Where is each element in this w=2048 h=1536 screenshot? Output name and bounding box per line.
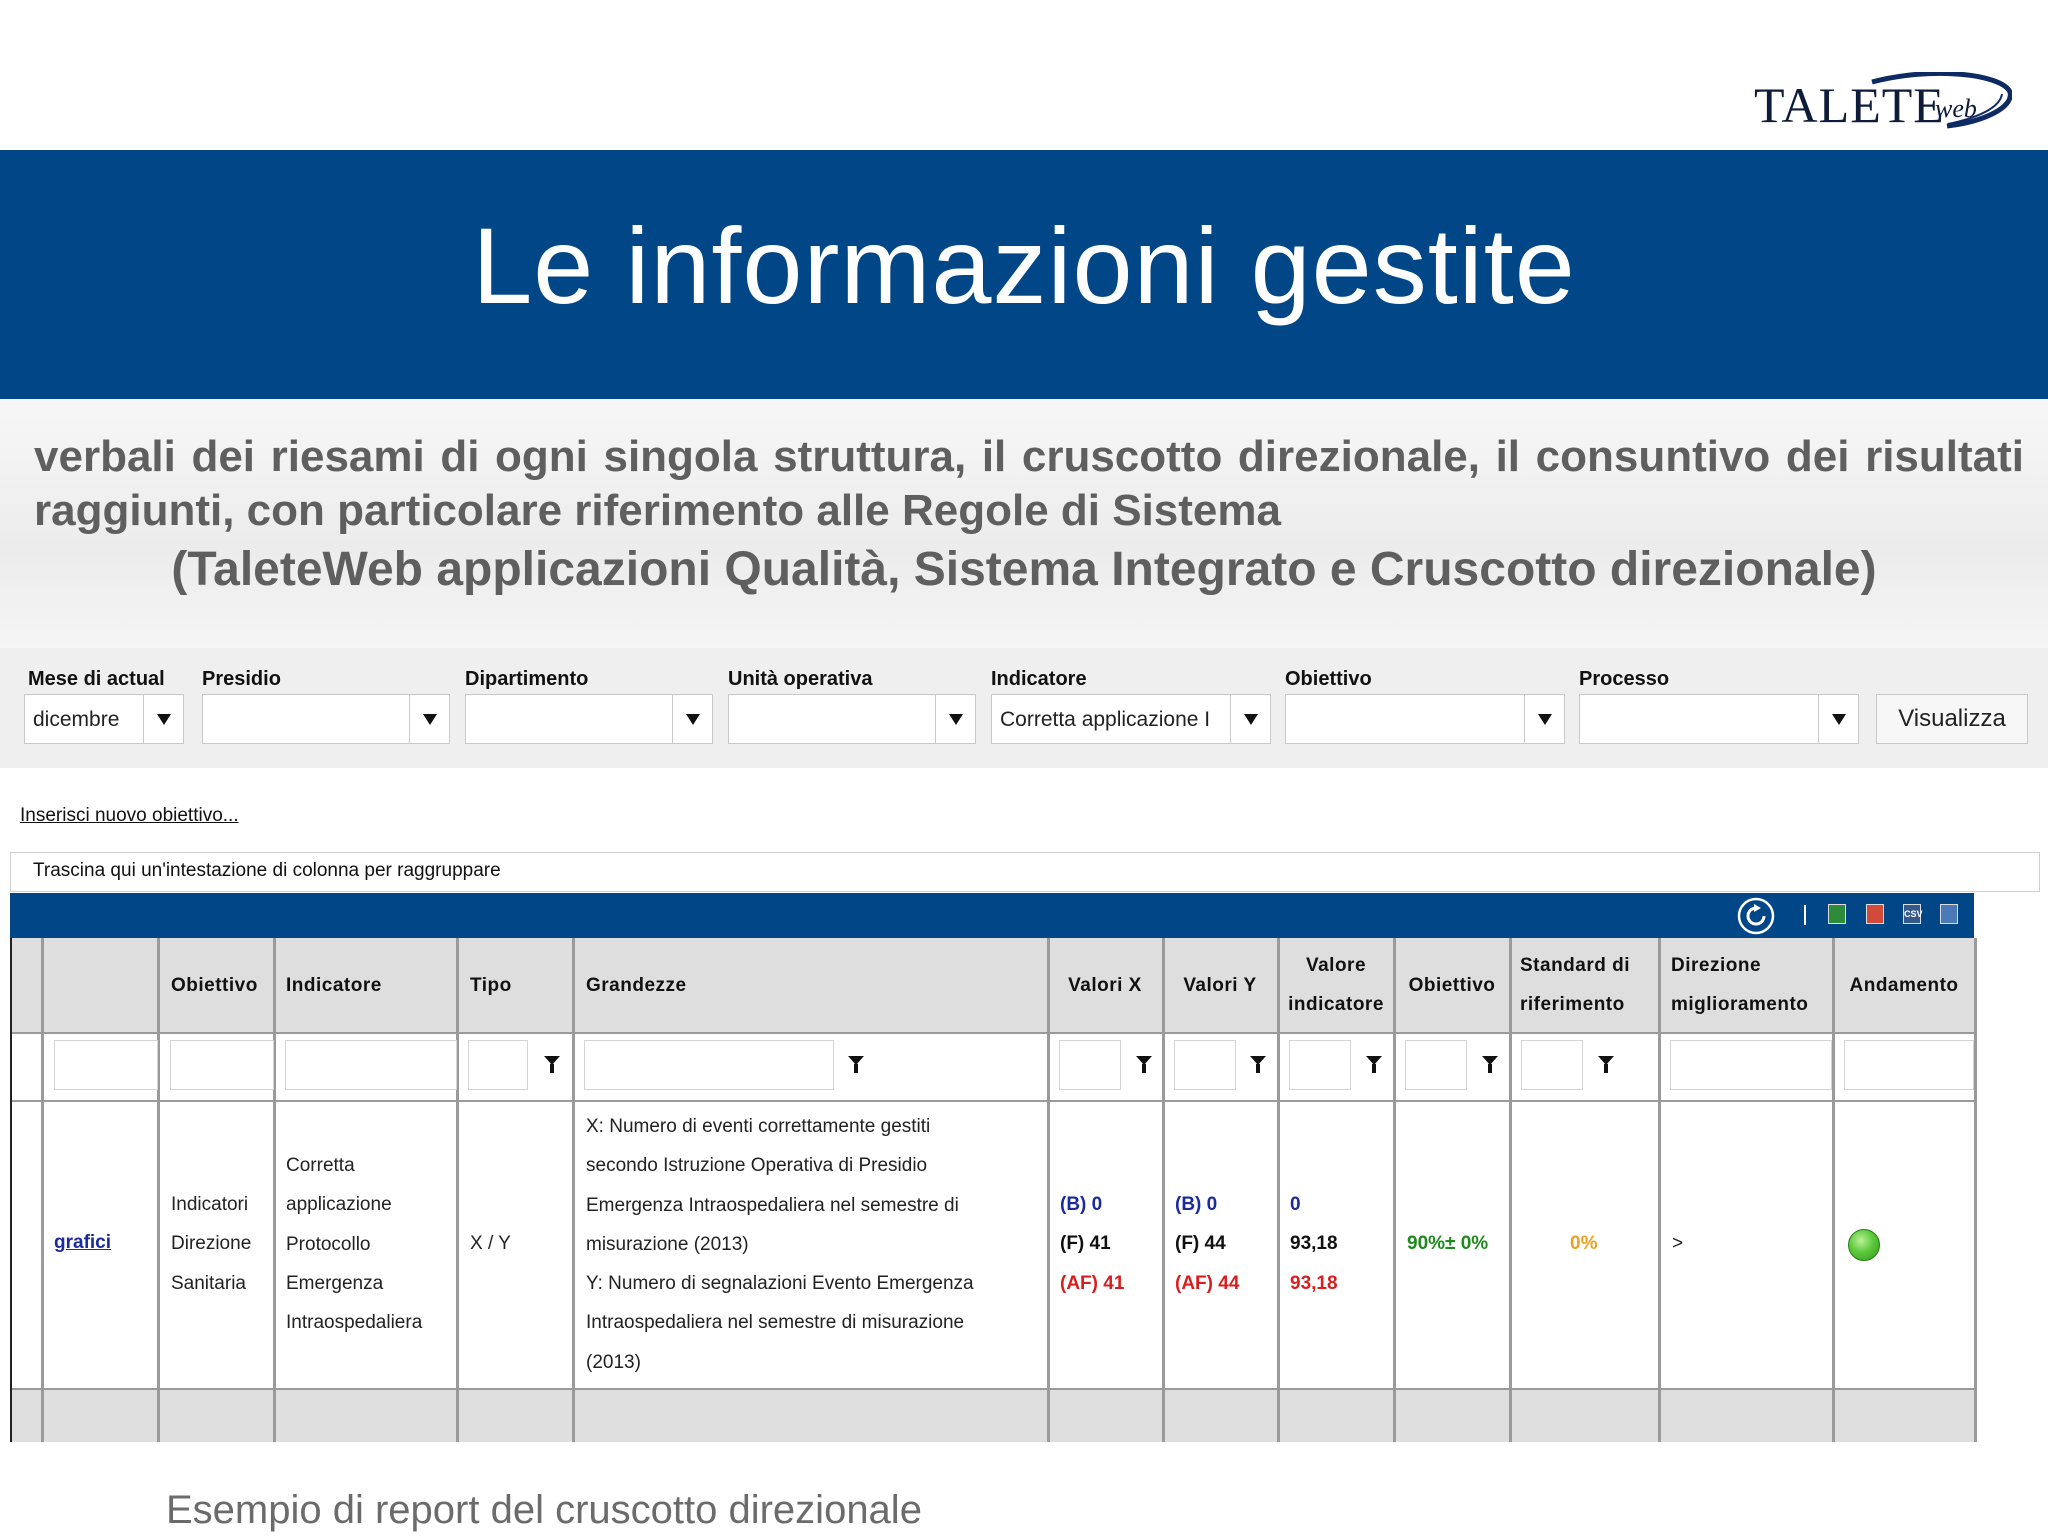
- col-header-direzione[interactable]: Direzione miglioramento: [1671, 955, 1809, 1015]
- col-header-valore-indicatore[interactable]: Valore indicatore: [1288, 955, 1384, 1015]
- filter-value-mese: dicembre: [33, 708, 120, 731]
- filter-input-obiettivo[interactable]: [170, 1040, 274, 1090]
- chevron-down-icon[interactable]: [409, 695, 449, 743]
- grid-col-divider: [1509, 938, 1512, 1442]
- group-by-hint: Trascina qui un'intestazione di colonna per raggruppare: [33, 860, 501, 881]
- logo-main-text: TALETE: [1754, 77, 1945, 133]
- filter-label-mese: Mese di actual: [28, 668, 165, 690]
- cell-valori-y: (B) 0 (F) 44 (AF) 44: [1175, 1194, 1240, 1294]
- csv-export-icon[interactable]: CSV: [1903, 904, 1921, 924]
- grid-line: [12, 1100, 1976, 1102]
- grid-col-divider: [157, 938, 160, 1442]
- page-title: Le informazioni gestite: [472, 205, 1576, 326]
- filter-label-processo: Processo: [1579, 668, 1670, 690]
- filter-input-tipo[interactable]: [468, 1040, 528, 1090]
- word-export-icon[interactable]: [1940, 904, 1958, 924]
- filter-select-indicatore[interactable]: [991, 694, 1271, 744]
- col-header-grandezze[interactable]: Grandezze: [586, 974, 687, 996]
- chevron-down-icon[interactable]: [672, 695, 712, 743]
- filter-select-processo[interactable]: [1579, 694, 1859, 744]
- cell-obiettivo-valore: 90%± 0%: [1407, 1233, 1489, 1254]
- grid-line: [12, 1032, 1976, 1034]
- cell-indicatore: Corretta applicazione Protocollo Emergenza Intraospedaliera: [286, 1155, 423, 1334]
- cell-grandezze: X: Numero di eventi correttamente gestiti secondo Istruzione Operativa di Presidio Emergenza Intraospedaliera nel semestre di misurazione (2013) Y: Numero di segnalazioni Evento Emergenza Intraospedaliera nel semestre di misurazione (2013): [586, 1116, 974, 1373]
- grid-line: [12, 1388, 1976, 1390]
- pdf-export-icon[interactable]: [1866, 904, 1884, 924]
- new-objective-link[interactable]: Inserisci nuovo obiettivo...: [20, 805, 239, 826]
- cell-valore-indicatore: 0 93,18 93,18: [1290, 1194, 1338, 1294]
- grid-footer: [12, 1390, 1976, 1442]
- col-header-andamento[interactable]: Andamento: [1849, 974, 1959, 996]
- excel-export-icon[interactable]: [1828, 904, 1846, 924]
- subdescription-text: (TaleteWeb applicazioni Qualità, Sistema Integrato e Cruscotto direzionale): [171, 543, 1877, 596]
- col-header-valori-x[interactable]: Valori X: [1068, 974, 1142, 996]
- grid-toolbar: [10, 893, 1974, 938]
- grid-col-divider: [572, 938, 575, 1442]
- filter-icon[interactable]: [544, 1056, 560, 1074]
- cell-tipo: X / Y: [470, 1233, 511, 1254]
- filter-icon[interactable]: [1250, 1056, 1266, 1074]
- filter-select-dipartimento[interactable]: [465, 694, 713, 744]
- logo-suffix-text: web: [1935, 94, 1977, 123]
- col-header-obiettivo-valore[interactable]: Obiettivo: [1408, 974, 1496, 996]
- filter-icon[interactable]: [848, 1056, 864, 1074]
- chevron-down-icon[interactable]: [143, 695, 183, 743]
- grafici-link[interactable]: grafici: [54, 1232, 112, 1253]
- grid-col-divider: [456, 938, 459, 1442]
- filter-label-obiettivo: Obiettivo: [1285, 668, 1372, 690]
- filter-label-indicatore: Indicatore: [991, 668, 1087, 690]
- filter-input-standard[interactable]: [1521, 1040, 1583, 1090]
- filter-select-obiettivo[interactable]: [1285, 694, 1565, 744]
- cell-standard: 0%: [1570, 1233, 1598, 1254]
- chevron-down-icon[interactable]: [1818, 695, 1858, 743]
- filter-select-unita-operativa[interactable]: [728, 694, 976, 744]
- cell-direzione: >: [1672, 1233, 1684, 1254]
- filter-label-unita-operativa: Unità operativa: [728, 668, 873, 690]
- talete-web-logo: [1752, 72, 2012, 136]
- grid-col-divider: [41, 938, 44, 1442]
- filter-icon[interactable]: [1598, 1056, 1614, 1074]
- toolbar-separator: [1804, 905, 1806, 925]
- slide-caption: Esempio di report del cruscotto direzionale: [166, 1488, 922, 1532]
- filter-input-indicatore[interactable]: [285, 1040, 457, 1090]
- grid-col-divider: [1658, 938, 1661, 1442]
- group-by-bar[interactable]: [10, 852, 2040, 892]
- refresh-icon[interactable]: [1734, 897, 1778, 935]
- filter-input-andamento[interactable]: [1844, 1040, 1974, 1090]
- status-green-dot-icon: [1848, 1229, 1880, 1261]
- table-row-link-cell: [54, 1223, 111, 1262]
- filter-value-indicatore: Corretta applicazione I: [1000, 708, 1211, 731]
- visualizza-button[interactable]: Visualizza: [1876, 694, 2028, 744]
- chevron-down-icon[interactable]: [935, 695, 975, 743]
- filter-label-dipartimento: Dipartimento: [465, 668, 589, 690]
- filter-icon[interactable]: [1136, 1056, 1152, 1074]
- col-header-tipo[interactable]: Tipo: [470, 974, 512, 996]
- cell-obiettivo: Indicatori Direzione Sanitaria: [171, 1194, 252, 1294]
- col-header-indicatore[interactable]: Indicatore: [286, 974, 382, 996]
- filter-input-grandezze[interactable]: [584, 1040, 834, 1090]
- grid-col-divider: [273, 938, 276, 1442]
- filter-input-direzione[interactable]: [1670, 1040, 1832, 1090]
- col-header-standard[interactable]: Standard di riferimento: [1520, 955, 1631, 1015]
- filter-select-presidio[interactable]: [202, 694, 450, 744]
- filter-icon[interactable]: [1366, 1056, 1382, 1074]
- filter-select-mese[interactable]: [24, 694, 184, 744]
- chevron-down-icon[interactable]: [1524, 695, 1564, 743]
- report-grid: [10, 938, 1974, 1442]
- grid-col-divider: [1974, 938, 1977, 1442]
- filter-input-valore-indicatore[interactable]: [1289, 1040, 1351, 1090]
- chevron-down-icon[interactable]: [1230, 695, 1270, 743]
- filter-input-valori-y[interactable]: [1174, 1040, 1236, 1090]
- description-text: verbali dei riesami di ogni singola struttura, il cruscotto direzionale, il consuntivo dei risultati raggiunti, con particolare riferimento alle Regole di Sistema: [34, 432, 2024, 535]
- filter-icon[interactable]: [1482, 1056, 1498, 1074]
- col-header-obiettivo[interactable]: Obiettivo: [171, 974, 258, 996]
- cell-valori-x: (B) 0 (F) 41 (AF) 41: [1060, 1194, 1125, 1294]
- filter-input-valori-x[interactable]: [1059, 1040, 1121, 1090]
- filter-input-link[interactable]: [54, 1040, 158, 1090]
- filter-label-presidio: Presidio: [202, 668, 281, 690]
- filter-input-obiettivo-valore[interactable]: [1405, 1040, 1467, 1090]
- col-header-valori-y[interactable]: Valori Y: [1183, 974, 1257, 996]
